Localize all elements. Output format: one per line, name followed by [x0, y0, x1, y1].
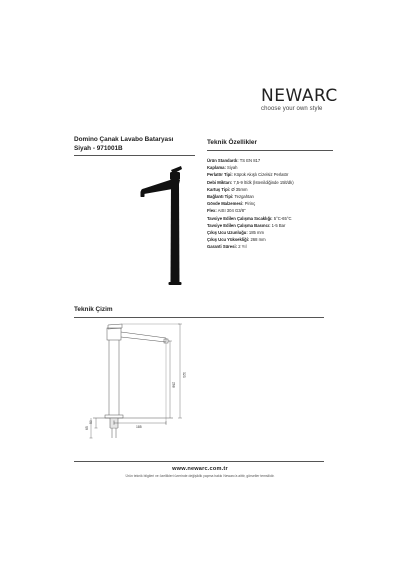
- drawing-rule: [74, 317, 324, 318]
- footer-rule: [74, 461, 324, 462]
- dim-spout-length: 185: [136, 425, 142, 429]
- dim-spout-height: 268: [171, 382, 176, 388]
- spec-row: Debi Miktarı: 7,5-9 lt/dk (İstenildiğinde 15lt/dk): [207, 179, 294, 185]
- specs-list: [207, 157, 294, 251]
- dim-base-b: 65: [85, 426, 89, 430]
- drawing-title: Teknik Çizim: [74, 306, 113, 313]
- brand-logo: [261, 88, 351, 112]
- dim-base-a: 50: [89, 420, 93, 424]
- spec-row: Perlatör Tipi: Köpük Akışlı Cizelsiz Perlatör: [207, 172, 289, 178]
- faucet-image: [138, 160, 210, 300]
- specs-title: Teknik Özellikler: [207, 139, 257, 146]
- spec-row: Flex: AISI 304 G3/8": [207, 208, 246, 214]
- spec-row: Gövde Malzemesi: Pirinç: [207, 201, 256, 207]
- spec-row: Çıkış Ucu Uzunluğu: 185 mm: [207, 230, 265, 236]
- specs-rule: [207, 150, 333, 151]
- spec-row: Kaplama: Siyah: [207, 165, 238, 171]
- spec-row: Tavsiye Edilen Çalışma Sıcaklığı: 5°C-65°C: [207, 215, 292, 221]
- logo-tagline: choose your own style: [261, 106, 323, 112]
- spec-row: Kartuş Tipi: Ø 35mm: [207, 186, 248, 192]
- spec-row: Garanti Süresi: 2 Yıl: [207, 244, 247, 250]
- product-name: Domino Çanak Lavabo Bataryası: [74, 136, 174, 143]
- footer-note: Ürün teknik bilgileri ve özellikleri üzerinde değişiklik yapma hakkı Newarc'a aittir, görseller temsilidir.: [125, 474, 275, 478]
- spec-row: Ürün Standardı: TS EN 817: [207, 158, 261, 163]
- product-code: Siyah - 971001B: [74, 144, 123, 152]
- logo-wordmark: NEWARC: [261, 86, 338, 106]
- title-rule: [74, 155, 195, 156]
- spec-row: Çıkış Ucu Yüksekliği: 268 mm: [207, 237, 266, 243]
- dim-overall-height: 323: [182, 372, 186, 378]
- spec-row: Bağlantı Tipi: Tezgahtan: [207, 194, 254, 200]
- spec-row: Tavsiye Edilen Çalışma Basıncı: 1-5 Bar: [207, 222, 286, 228]
- footer-url[interactable]: www.newarc.com.tr: [172, 466, 228, 472]
- technical-drawing: [85, 320, 208, 450]
- product-title: [74, 136, 173, 153]
